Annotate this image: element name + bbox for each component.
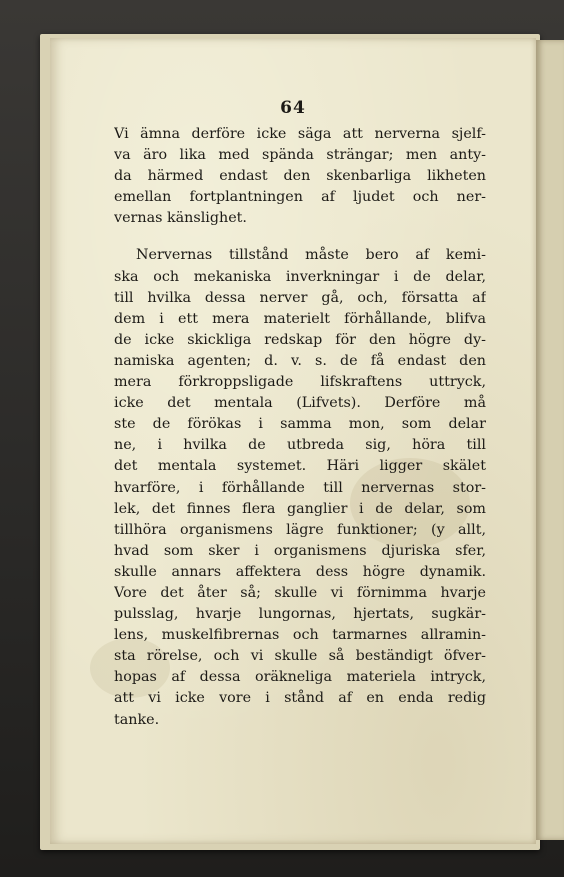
book-page — [50, 38, 536, 844]
text-line: lek, det finnes flera ganglier i de delar, som — [114, 500, 486, 517]
text-line: hvarföre, i förhållande till nervernas stor- — [114, 479, 486, 496]
text-line: mera förkroppsligade lifskraftens uttryck, — [114, 374, 486, 391]
text-line: tanke. — [114, 711, 160, 728]
text-line: sta rörelse, och vi skulle så beständigt öfver- — [114, 648, 486, 665]
text-line: ne, i hvilka de utbreda sig, höra till — [114, 437, 486, 454]
text-line: hvad som sker i organismens djuriska sfer, — [114, 542, 486, 559]
text-line: Vi ämna derföre icke säga att nerverna sjelf- — [114, 126, 486, 142]
text-line: tillhöra organismens lägre funktioner; (y allt, — [114, 521, 486, 538]
text-line: va äro lika med spända strängar; men anty- — [114, 147, 486, 164]
page-number: 64 — [280, 98, 306, 118]
text-line: lens, muskelfibrernas och tarmarnes allramin- — [114, 627, 486, 644]
text-line: ste de förökas i samma mon, som delar — [114, 416, 486, 433]
text-line: ska och mekaniska inverkningar i de delar, — [114, 268, 486, 285]
text-line: pulsslag, hvarje lungornas, hjertats, sugkär- — [114, 606, 486, 623]
text-line: skulle annars affektera dess högre dynamik. — [114, 563, 486, 580]
text-line: de icke skickliga redskap för den högre dy- — [114, 331, 486, 348]
text-line: emellan fortplantningen af ljudet och ner- — [114, 189, 486, 206]
text-line: till hvilka dessa nerver gå, och, försatta af — [114, 289, 486, 306]
paragraph — [114, 245, 486, 730]
paragraph — [114, 124, 486, 229]
text-line: det mentala systemet. Häri ligger skälet — [114, 458, 486, 475]
text-line: icke det mentala (Lifvets). Derföre må — [114, 395, 486, 412]
text-line: Nervernas tillstånd måste bero af kemi- — [136, 247, 486, 264]
text-line: namiska agenten; d. v. s. de få endast den — [114, 352, 486, 369]
facing-page-edge — [536, 40, 564, 840]
body-text — [114, 124, 486, 731]
text-line: da härmed endast den skenbarliga likheten — [114, 168, 486, 185]
text-line: vernas känslighet. — [114, 210, 247, 227]
text-line: Vore det åter så; skulle vi förnimma hvarje — [114, 584, 486, 601]
text-line: dem i ett mera materielt förhållande, blifva — [114, 310, 486, 327]
text-line: hopas af dessa oräkneliga materiela intryck, — [114, 669, 486, 686]
text-line: att vi icke vore i stånd af en enda redig — [114, 690, 486, 707]
